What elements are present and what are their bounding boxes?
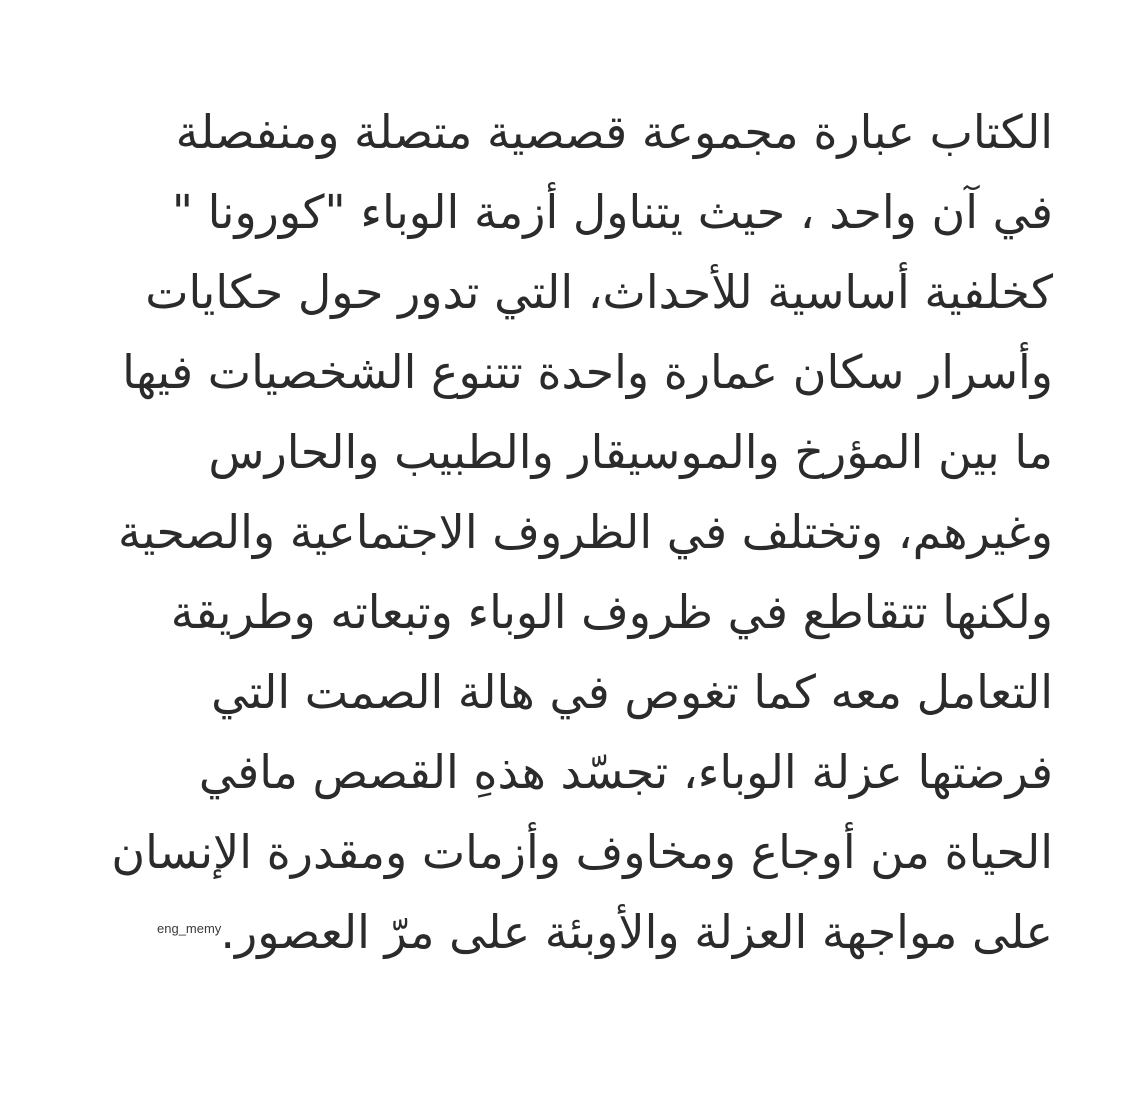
paragraph-line-10: الحياة من أوجاع ومخاوف وأزمات ومقدرة الإنسان [111,825,1053,879]
paragraph-line-4: وأسرار سكان عمارة واحدة تتنوع الشخصيات فيها [122,345,1053,399]
paragraph-line-6: وغيرهم، وتختلف في الظروف الاجتماعية والصحية [117,505,1053,559]
paragraph-line-3: كخلفية أساسية للأحداث، التي تدور حول حكايات [145,265,1053,319]
paragraph-line-7: ولكنها تتقاطع في ظروف الوباء وتبعاته وطريقة [170,585,1053,639]
book-description-paragraph [53,92,1053,972]
paragraph-line-1: الكتاب عبارة مجموعة قصصية متصلة ومنفصلة [175,105,1053,159]
watermark-text: eng_memy [157,921,222,936]
paragraph-line-11: على مواجهة العزلة والأوبئة على مرّ العصور. [220,905,1053,959]
paragraph-line-9: فرضتها عزلة الوباء، تجسّد هذهِ القصص مافي [198,745,1053,799]
paragraph-line-8: التعامل معه كما تغوص في هالة الصمت التي [211,665,1053,719]
paragraph-line-5: ما بين المؤرخ والموسيقار والطبيب والحارس [208,425,1053,479]
paragraph-line-2: في آن واحد ، حيث يتناول أزمة الوباء "كورونا " [171,185,1053,239]
